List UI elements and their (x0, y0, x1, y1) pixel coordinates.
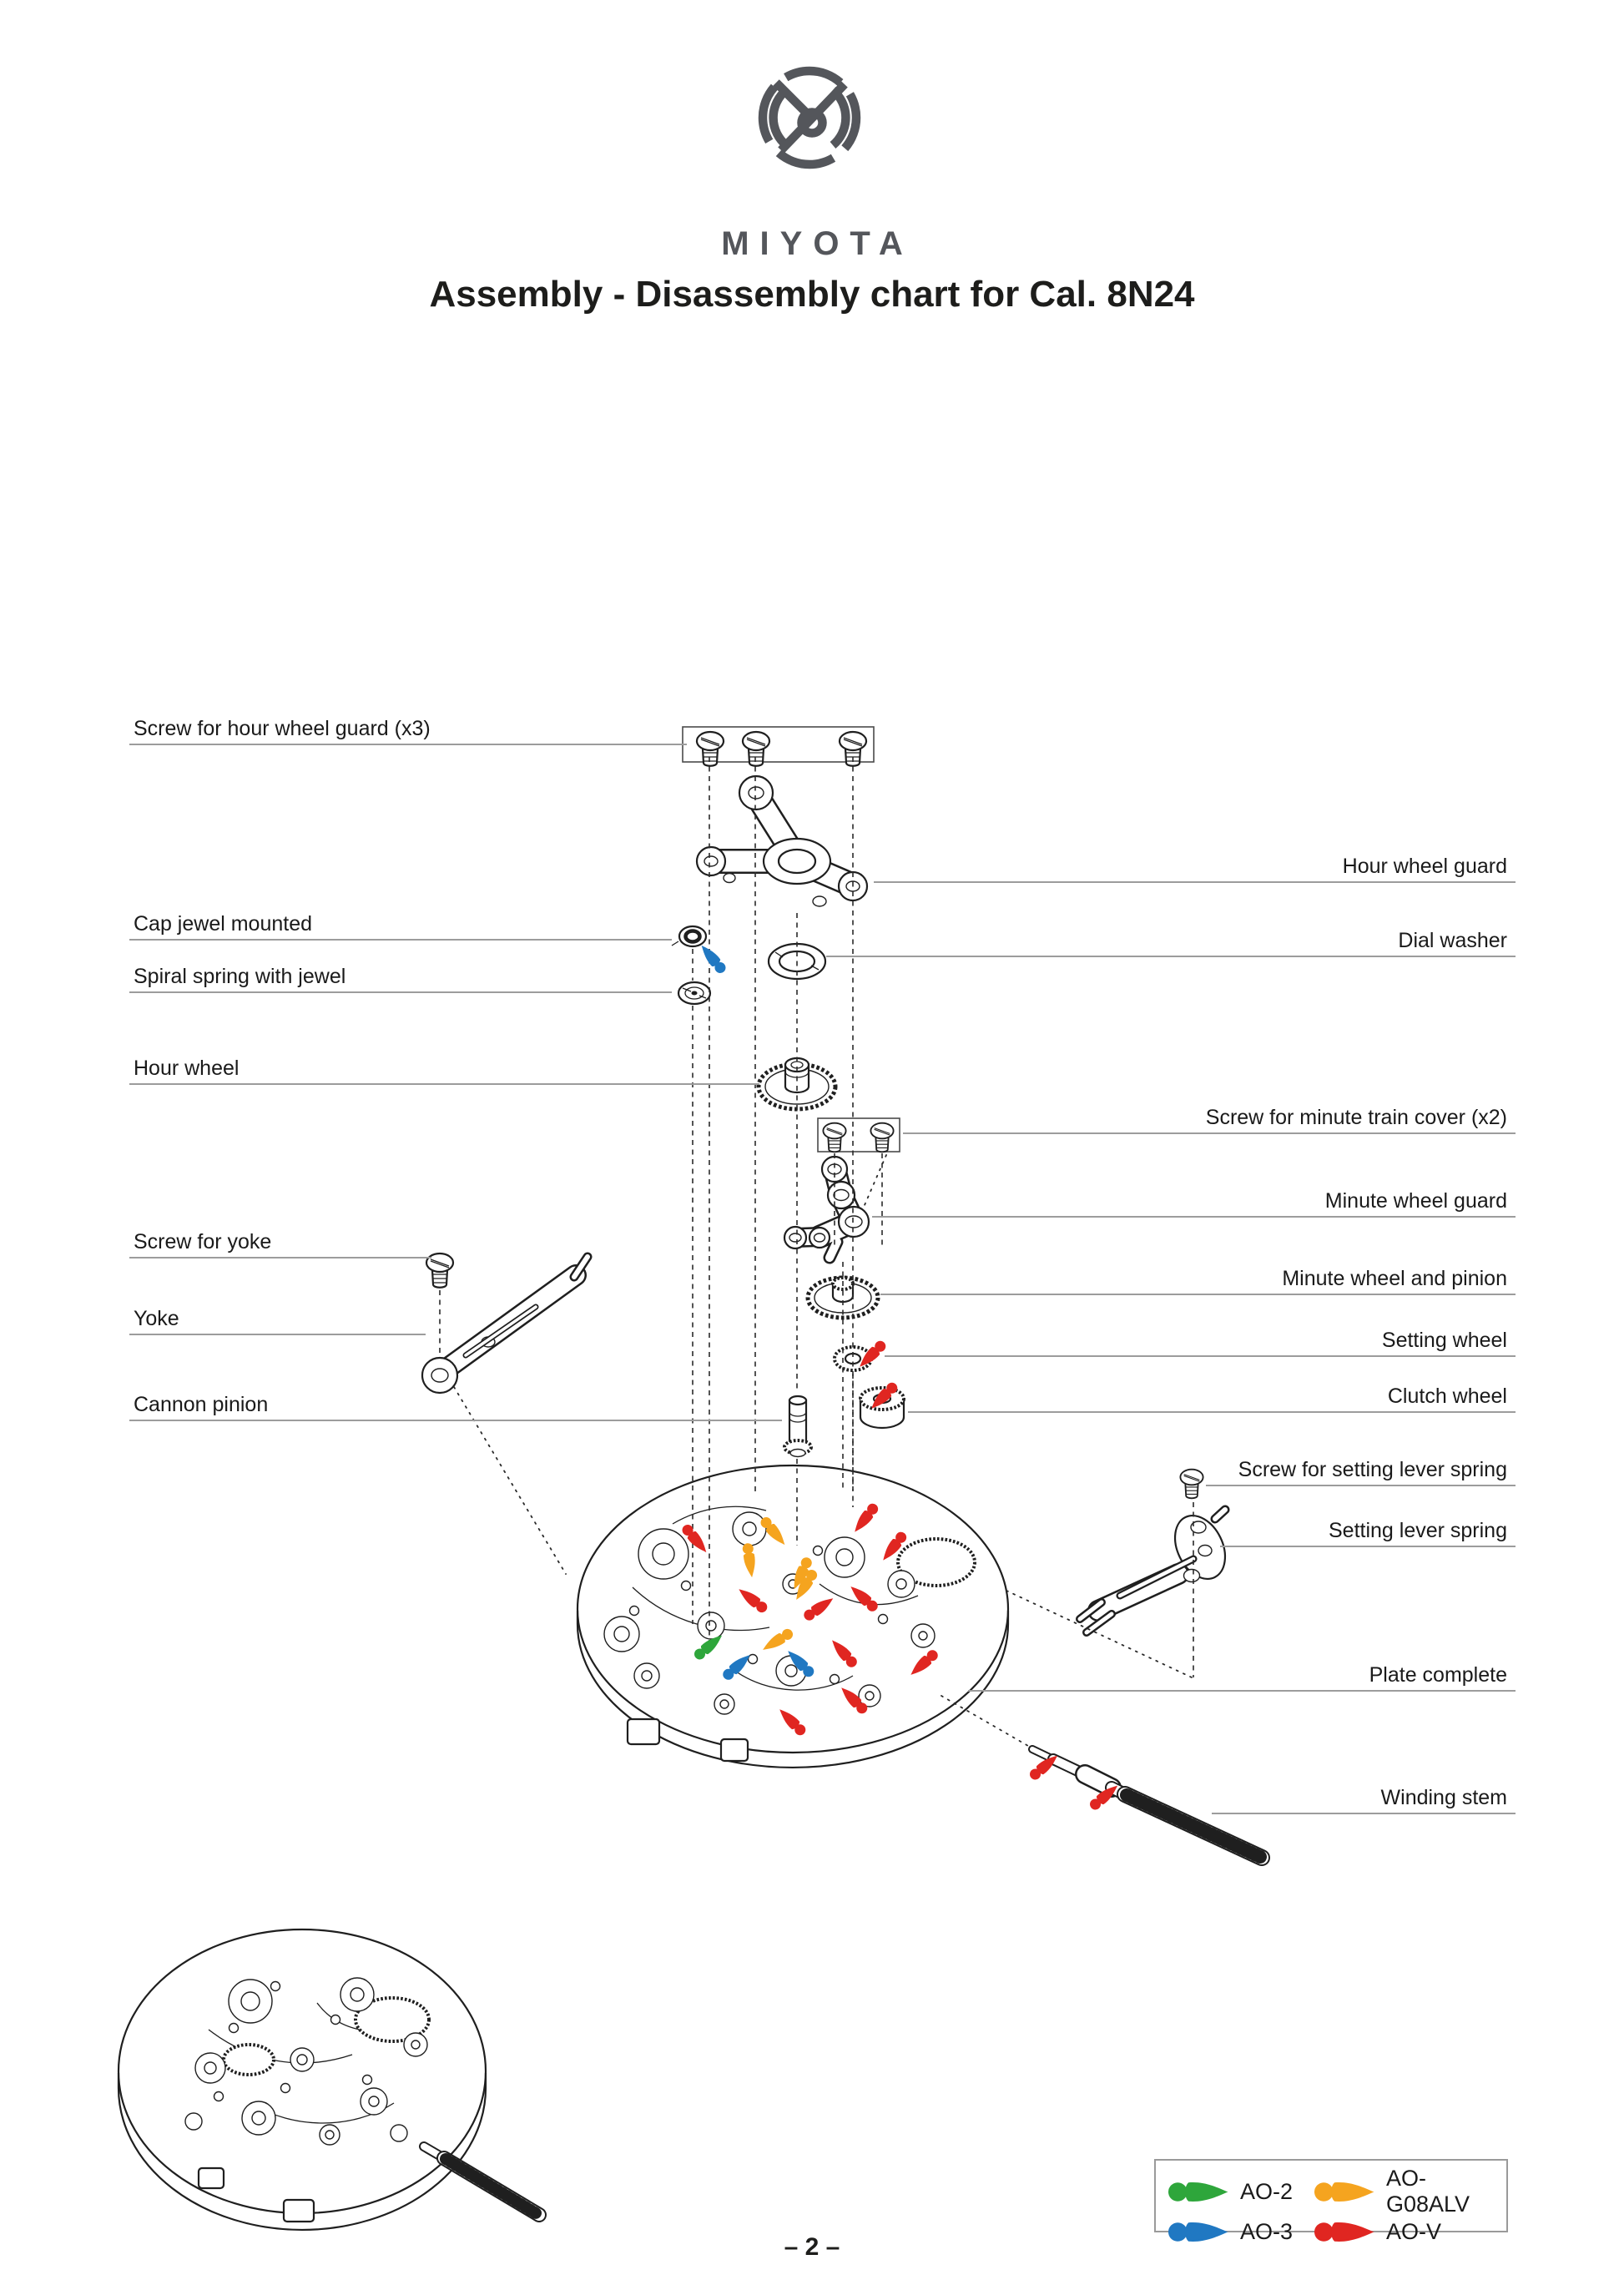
label-cap-jewel-mounted: Cap jewel mounted (129, 911, 672, 941)
label-hour-wheel: Hour wheel (129, 1056, 759, 1085)
label-dial-washer: Dial washer (826, 928, 1516, 957)
label-winding-stem: Winding stem (1212, 1785, 1516, 1814)
label-screw-setting-lever-spring: Screw for setting lever spring (1206, 1457, 1516, 1486)
oil-legend (1154, 2159, 1508, 2244)
label-minute-wheel-guard: Minute wheel guard (872, 1188, 1516, 1218)
cannon-pinion-drawing (784, 1396, 811, 1457)
label-spiral-spring-jewel: Spiral spring with jewel (129, 964, 672, 993)
legend-item-ao-g08alv (1312, 2166, 1496, 2217)
label-cannon-pinion: Cannon pinion (129, 1392, 782, 1421)
legend-item-ao-2 (1166, 2179, 1312, 2205)
label-screw-hour-wheel-guard: Screw for hour wheel guard (x3) (129, 716, 687, 745)
label-screw-for-yoke: Screw for yoke (129, 1229, 431, 1258)
oil-arrow-icon (1166, 2180, 1232, 2204)
label-minute-wheel-and-pinion: Minute wheel and pinion (880, 1266, 1516, 1295)
legend-label: AO-V (1386, 2219, 1442, 2244)
setting-lever-spring-drawing (1080, 1470, 1235, 1632)
oil-arrow-icon (1312, 2180, 1378, 2204)
spiral-spring-drawing (678, 982, 710, 1004)
cap-jewel-drawing (672, 926, 706, 946)
miyota-logo-icon (763, 71, 856, 164)
brand-wordmark: MIYOTA (721, 225, 914, 262)
label-setting-lever-spring: Setting lever spring (1220, 1518, 1516, 1547)
legend-label: AO-2 (1240, 2178, 1294, 2204)
page-number: – 2 – (784, 2233, 840, 2261)
oil-point-ao-3 (698, 942, 729, 976)
assembled-movement-drawing (119, 1929, 539, 2230)
legend-label: AO-3 (1240, 2219, 1294, 2244)
screws-hour-wheel-guard-drawing (683, 727, 874, 766)
label-screw-minute-train-cover: Screw for minute train cover (x2) (903, 1105, 1516, 1134)
page-title: Assembly - Disassembly chart for Cal. 8N24 (429, 274, 1195, 315)
label-clutch-wheel: Clutch wheel (908, 1384, 1516, 1413)
hour-wheel-guard-drawing (697, 776, 867, 906)
screws-minute-train-cover-drawing (818, 1118, 900, 1152)
hour-wheel-drawing (759, 1058, 835, 1109)
label-hour-wheel-guard: Hour wheel guard (874, 854, 1516, 883)
label-yoke: Yoke (129, 1306, 426, 1335)
label-setting-wheel: Setting wheel (885, 1328, 1516, 1357)
yoke-drawing (422, 1253, 588, 1393)
label-plate-complete: Plate complete (968, 1662, 1516, 1692)
legend-label: AO-G08ALV (1386, 2166, 1470, 2217)
